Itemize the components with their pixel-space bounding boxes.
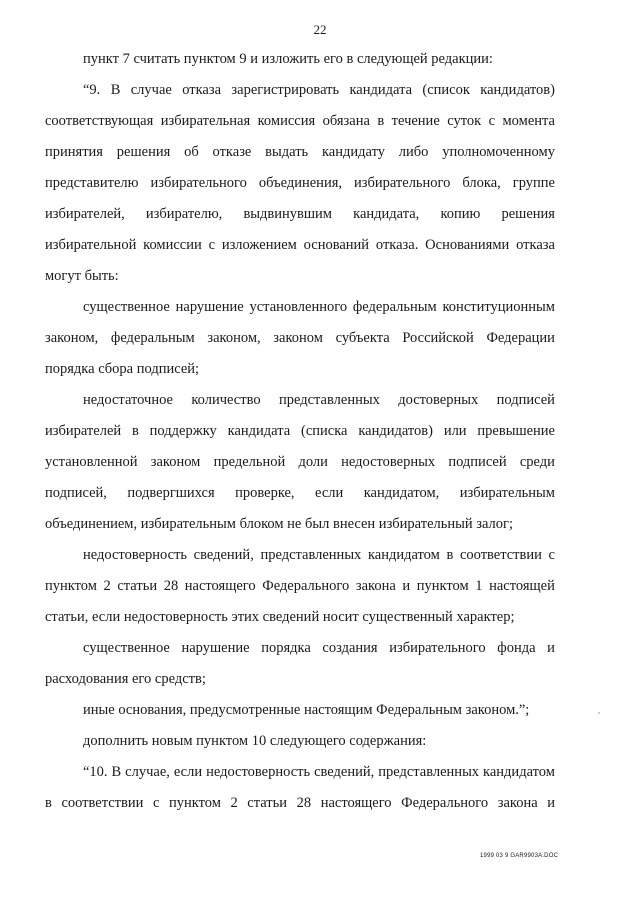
text-line: подписей, подвергшихся проверке, если кандидатом, избирательным [45, 485, 555, 501]
text-line: “10. В случае, если недостоверность сведений, представленных кандидатом [83, 764, 555, 780]
text-line: порядка сбора подписей; [45, 361, 200, 377]
text-line: недостаточное количество представленных достоверных подписей [83, 392, 555, 408]
text-line: статьи, если недостоверность этих сведений носит существенный характер; [45, 609, 515, 625]
text-line: в соответствии с пунктом 2 статьи 28 настоящего Федерального закона и [45, 795, 555, 811]
text-line: расходования его средств; [45, 671, 206, 687]
text-line: объединением, избирательным блоком не был внесен избирательный залог; [45, 516, 514, 532]
text-line: принятия решения об отказе выдать кандидату либо уполномоченному [45, 144, 555, 160]
page-number: 22 [313, 22, 327, 37]
document-body [45, 44, 555, 819]
text-line: пунктом 2 статьи 28 настоящего Федерального закона и пунктом 1 настоящей [45, 578, 555, 594]
text-line: пункт 7 считать пунктом 9 и изложить его в следующей редакции: [83, 51, 493, 67]
scan-speck [598, 712, 600, 714]
text-line: избирателей в поддержку кандидата (списка кандидатов) или превышение [45, 423, 555, 439]
text-line: представителю избирательного объединения, избирательного блока, группе [45, 175, 555, 191]
text-line: недостоверность сведений, представленных кандидатом в соответствии с [83, 547, 555, 563]
text-line: дополнить новым пунктом 10 следующего содержания: [83, 733, 427, 749]
text-line: установленной законом предельной доли недостоверных подписей среди [45, 454, 555, 470]
text-line: могут быть: [45, 268, 119, 284]
text-line: законом, федеральным законом, законом субъекта Российской Федерации [45, 330, 555, 346]
text-line: “9. В случае отказа зарегистрировать кандидата (список кандидатов) [83, 82, 555, 98]
text-line: избирателей, избирателю, выдвинувшим кандидата, копию решения [45, 206, 555, 222]
text-line: существенное нарушение порядка создания избирательного фонда и [83, 640, 555, 656]
text-line: соответствующая избирательная комиссия обязана в течение суток с момента [45, 113, 555, 129]
text-line: избирательной комиссии с изложением оснований отказа. Основаниями отказа [45, 237, 555, 253]
text-line: иные основания, предусмотренные настоящим Федеральным законом.”; [83, 702, 530, 718]
document-footer-code: 1999 03 9 GAR9903A.DOC [480, 853, 559, 859]
text-line: существенное нарушение установленного федеральным конституционным [83, 299, 555, 315]
